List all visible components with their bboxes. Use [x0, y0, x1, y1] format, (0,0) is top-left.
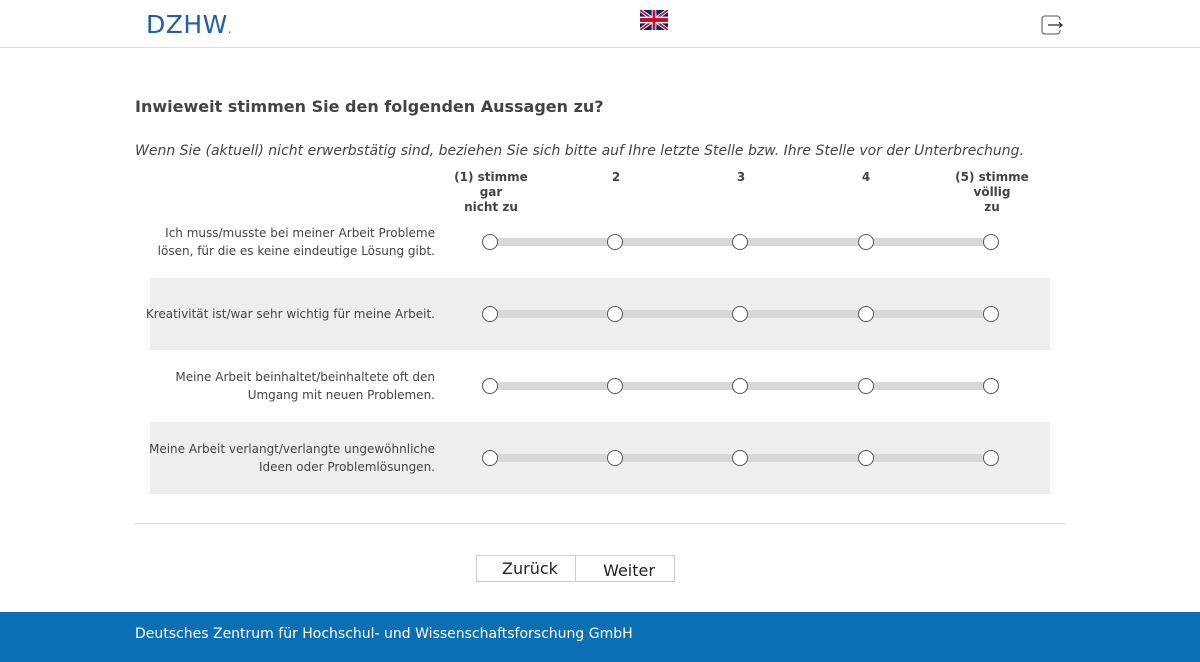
radio-option-1[interactable]	[482, 378, 498, 394]
radio-option-1[interactable]	[482, 450, 498, 466]
matrix-row-3	[150, 350, 1050, 422]
radio-option-4[interactable]	[858, 378, 874, 394]
item-label	[145, 305, 435, 323]
header	[0, 0, 1200, 48]
radio-option-2[interactable]	[607, 450, 623, 466]
scale-header-line1: 3	[736, 170, 746, 184]
scale-header-line1: 2	[611, 170, 621, 184]
radio-option-1[interactable]	[482, 234, 498, 250]
uk-flag-icon[interactable]	[640, 10, 668, 30]
question-title: Inwieweit stimmen Sie den folgenden Aussagen zu?	[135, 97, 604, 116]
item-label-line2: Ideen oder Problemlösungen.	[258, 460, 435, 474]
radio-option-5[interactable]	[983, 378, 999, 394]
divider	[135, 523, 1065, 524]
item-label	[145, 368, 435, 404]
radio-option-3[interactable]	[732, 378, 748, 394]
scale-header-line2: zu	[984, 200, 1000, 214]
radio-option-4[interactable]	[858, 306, 874, 322]
radio-option-2[interactable]	[607, 234, 623, 250]
item-label	[145, 224, 435, 260]
scale-header-line1: (1) stimme gar	[454, 170, 528, 199]
item-label-line2: lösen, für die es keine eindeutige Lösung gibt.	[157, 244, 435, 258]
footer-text: Deutsches Zentrum für Hochschul- und Wissenschaftsforschung GmbH	[135, 626, 633, 642]
logo-text: DZHW	[146, 10, 228, 39]
item-label-line1: Meine Arbeit verlangt/verlangte ungewöhnliche	[148, 442, 435, 456]
radio-option-3[interactable]	[732, 306, 748, 322]
next-button[interactable]: Weiter	[575, 555, 675, 582]
radio-option-3[interactable]	[732, 450, 748, 466]
radio-option-2[interactable]	[607, 306, 623, 322]
logout-icon[interactable]	[1040, 14, 1064, 36]
radio-option-4[interactable]	[858, 234, 874, 250]
radio-option-1[interactable]	[482, 306, 498, 322]
radio-option-3[interactable]	[732, 234, 748, 250]
matrix-row-1	[150, 206, 1050, 278]
radio-option-2[interactable]	[607, 378, 623, 394]
radio-option-5[interactable]	[983, 234, 999, 250]
item-label-line1: Ich muss/musste bei meiner Arbeit Probleme	[165, 226, 435, 240]
scale-header-3	[721, 170, 761, 185]
item-label	[145, 440, 435, 476]
dzhw-logo[interactable]	[146, 10, 232, 39]
item-label-line2: Umgang mit neuen Problemen.	[247, 388, 435, 402]
scale-header-line1: (5) stimme völlig	[955, 170, 1029, 199]
radio-option-4[interactable]	[858, 450, 874, 466]
radio-option-5[interactable]	[983, 450, 999, 466]
matrix-row-2	[145, 278, 1050, 350]
matrix-row-4	[150, 422, 1050, 494]
item-label-line1: Meine Arbeit beinhaltet/beinhaltete oft den	[175, 370, 435, 384]
radio-option-5[interactable]	[983, 306, 999, 322]
logo-dot: .	[227, 22, 233, 36]
scale-header-4	[846, 170, 886, 185]
scale-header-line1: 4	[861, 170, 871, 184]
question-instruction: Wenn Sie (aktuell) nicht erwerbstätig sind, beziehen Sie sich bitte auf Ihre letzte Stelle bzw. Ihre Stelle vor der Unterbrechung.	[135, 143, 1024, 159]
scale-header-2	[596, 170, 636, 185]
scale-header-line2: nicht zu	[464, 200, 518, 214]
back-button[interactable]: Zurück	[476, 555, 576, 582]
footer	[0, 612, 1200, 662]
item-label-line1: Kreativität ist/war sehr wichtig für meine Arbeit.	[145, 307, 435, 321]
